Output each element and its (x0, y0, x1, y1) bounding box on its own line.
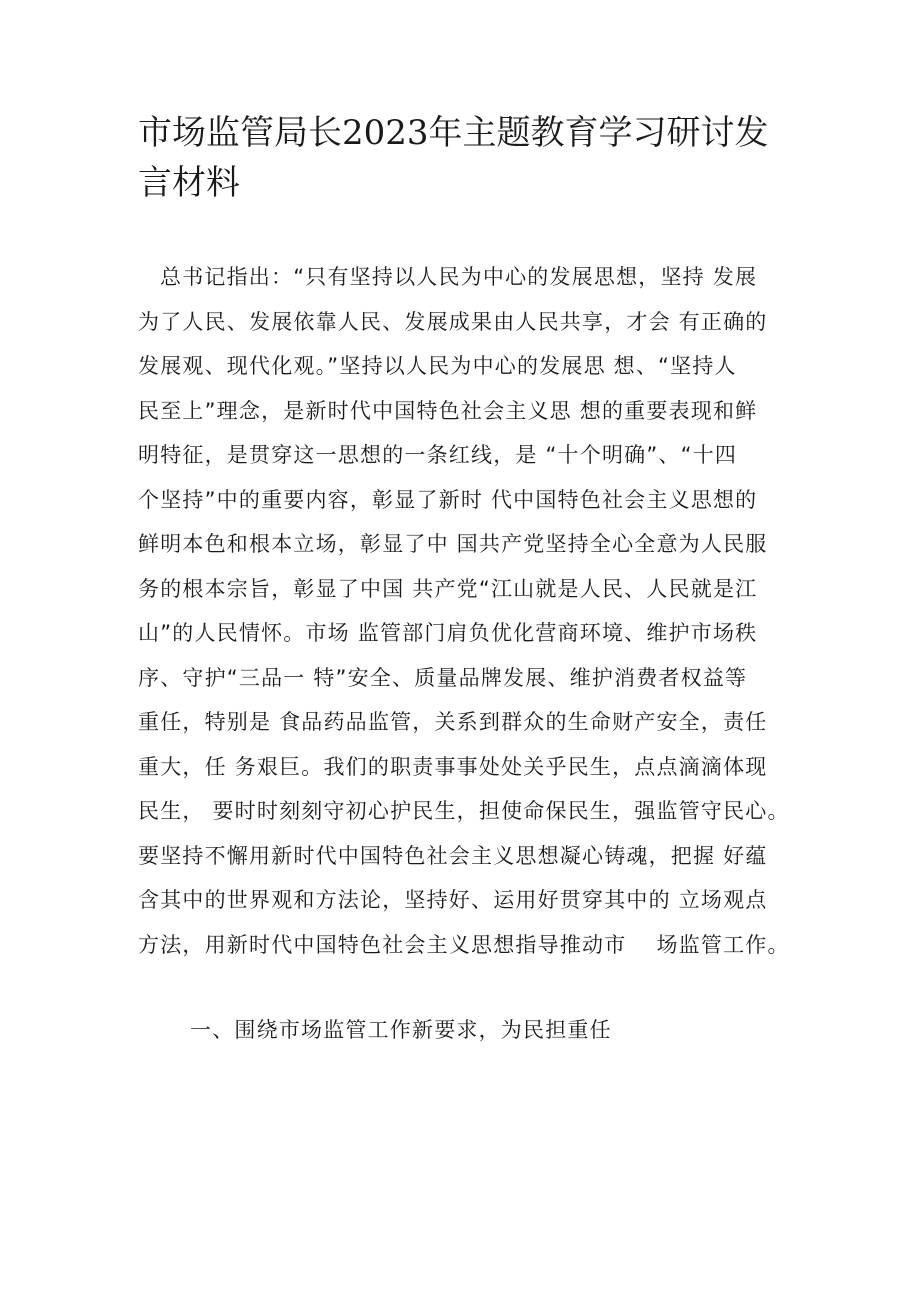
document-title (138, 108, 778, 208)
title-line-1: 市场监管局长2023年主题教育学习研讨发 (138, 113, 769, 153)
title-line-2: 言材料 (138, 163, 240, 203)
paragraph-line: 重大，任 务艰巨。我们的职责事事处处关乎民生，点点滴滴体现 (138, 754, 768, 779)
paragraph-line: 总书记指出：“只有坚持以人民为中心的发展思想，坚持 发展 (160, 265, 758, 289)
section-heading: 一、围绕市场监管工作新要求，为民担重任 (190, 1018, 612, 1042)
paragraph-line: 民生， 要时时刻刻守初心护民生，担使命保民生，强监管守民心。 (138, 799, 790, 823)
paragraph-line: 为了人民、发展依靠人民、发展成果由人民共享，才会 有正确的 (138, 309, 768, 334)
paragraph-line: 鲜明本色和根本立场，彰显了中 国共产党坚持全心全意为人民服 (138, 532, 768, 556)
paragraph-line: 发展观、现代化观。”坚持以人民为中心的发展思 想、“坚持人 (138, 354, 737, 378)
paragraph-line: 明特征，是贯穿这一思想的一条红线，是 “十个明确”、“十四 (138, 443, 738, 467)
paragraph-line: 务的根本宗旨，彰显了中国 共产党“江山就是人民、人民就是江 (138, 576, 758, 601)
paragraph-line: 重任，特别是 食品药品监管，关系到群众的生命财产安全，责任 (138, 710, 768, 734)
paragraph-line: 山”的人民情怀。市场 监管部门肩负优化营商环境、维护市场秩 (138, 621, 758, 645)
paragraph-line: 含其中的世界观和方法论，坚持好、运用好贯穿其中的 立场观点 (138, 888, 768, 912)
paragraph-line: 要坚持不懈用新时代中国特色社会主义思想凝心铸魂，把握 好蕴 (138, 843, 768, 868)
paragraph-line: 序、守护“三品一 特”安全、质量品牌发展、维护消费者权益等 (138, 665, 748, 690)
paragraph-line: 个坚持”中的重要内容，彰显了新时 代中国特色社会主义思想的 (138, 487, 758, 512)
paragraph-line: 方法，用新时代中国特色社会主义思想指导推动市 场监管工作。 (138, 932, 790, 957)
paragraph-line: 民至上”理念，是新时代中国特色社会主义思 想的重要表现和鲜 (138, 398, 758, 423)
body-paragraph (138, 255, 798, 967)
